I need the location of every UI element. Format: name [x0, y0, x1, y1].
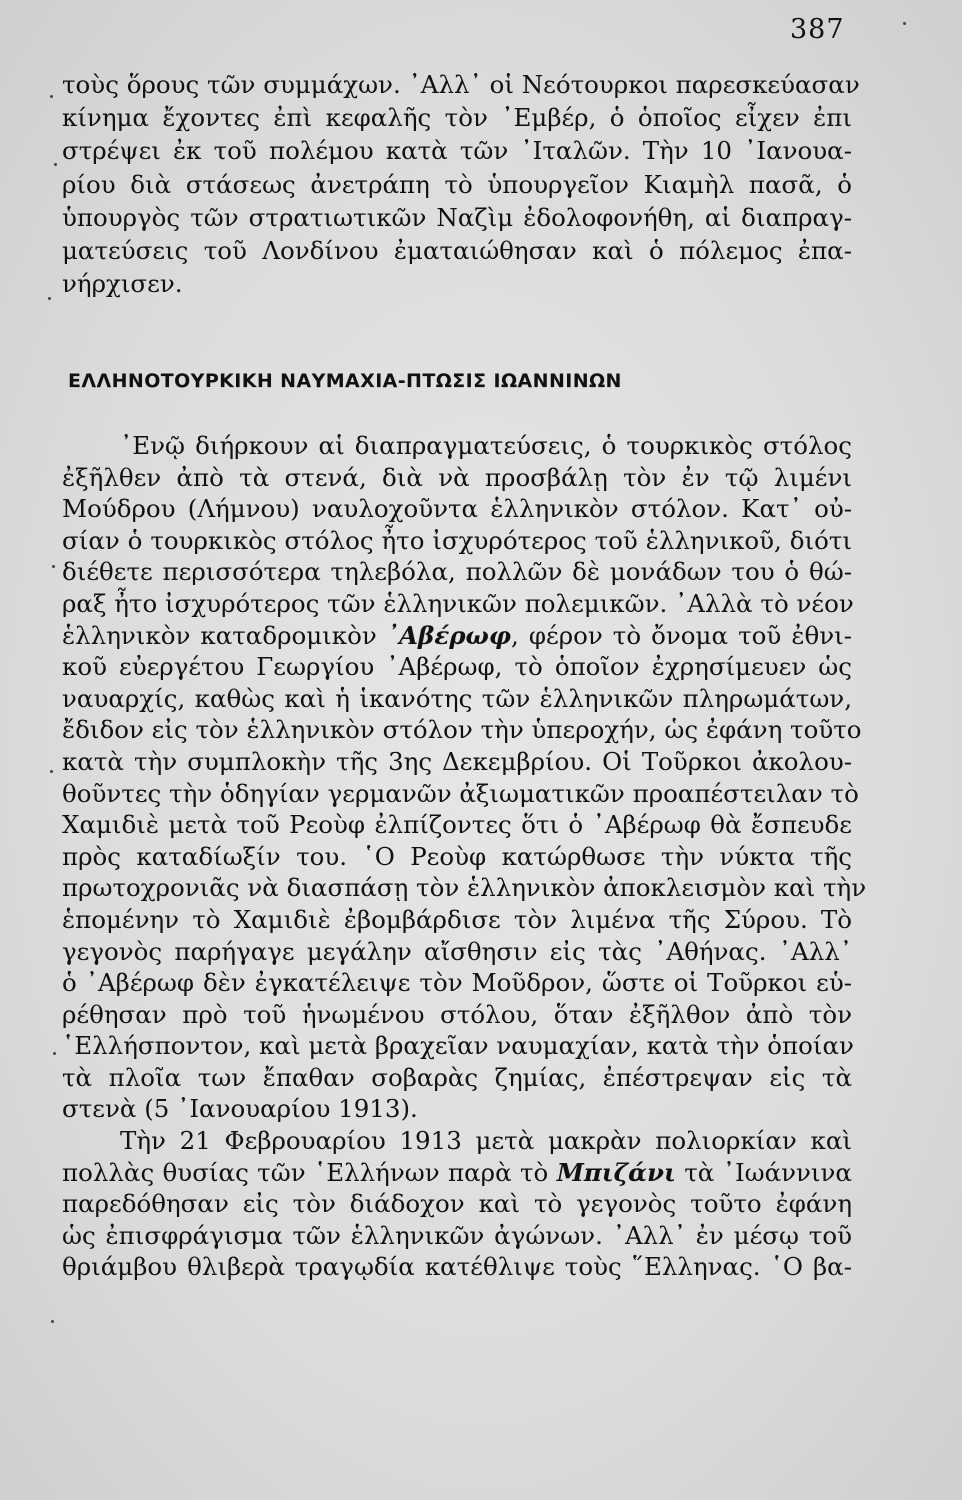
- text-line: [62, 1157, 852, 1189]
- text-line: στενὰ (5 ᾿Ιανουαρίου 1913).: [62, 1094, 418, 1124]
- text-run: , φέρον τὸ ὄνομα τοῦ ἐθνι-: [511, 620, 852, 650]
- section-heading: ΕΛΛΗΝΟΤΟΥΡΚΙΚΗ ΝΑΥΜΑΧΙΑ-ΠΤΩΣΙΣ ΙΩΑΝΝΙΝΩΝ: [68, 370, 622, 392]
- margin-speck: [52, 565, 55, 568]
- text-line: πρὸς καταδίωξίν του. ῾Ο Ρεοὺφ κατώρθωσε τὴν νύκτα τῆς: [62, 841, 852, 871]
- margin-speck: [54, 163, 57, 166]
- text-line: ῾Ελλήσποντον, καὶ μετὰ βραχεῖαν ναυμαχίαν, κατὰ τὴν ὁποίαν: [62, 1031, 854, 1061]
- place-name-emphasis: Μπιζάνι: [556, 1157, 676, 1187]
- text-run: ἑλληνικὸν καταδρομικὸν: [62, 620, 387, 650]
- text-line: πρωτοχρονιᾶς νὰ διασπάσῃ τὸν ἑλληνικὸν ἀποκλεισμὸν καὶ τὴν: [62, 873, 867, 903]
- paragraph-2: [62, 430, 867, 1283]
- text-line: κοῦ εὐεργέτου Γεωργίου ᾿Αβέρωφ, τὸ ὁποῖον ἐχρησίμευεν ὡς: [62, 652, 852, 682]
- text-run: τὰ ᾿Ιωάννινα: [675, 1157, 852, 1187]
- text-line: τοὺς ὅρους τῶν συμμάχων. ᾿Αλλ᾿ οἱ Νεότουρκοι παρεσκεύασαν: [62, 70, 860, 99]
- text-line: γεγονὸς παρήγαγε μεγάλην αἴσθησιν εἰς τὰς ᾿Αθήνας. ᾿Αλλ᾿: [62, 936, 852, 966]
- text-line: ὁ ᾿Αβέρωφ δὲν ἐγκατέλειψε τὸν Μοῦδρον, ὥστε οἱ Τοῦρκοι εὑ-: [62, 968, 852, 998]
- text-line: κατὰ τὴν συμπλοκὴν τῆς 3ης Δεκεμβρίου. Οἱ Τοῦρκοι ἀκολου-: [62, 746, 852, 776]
- margin-speck: [48, 297, 51, 300]
- text-line: νήρχισεν.: [62, 269, 183, 299]
- paragraph-1: [62, 68, 860, 300]
- text-line: κίνημα ἔχοντες ἐπὶ κεφαλῆς τὸν ᾿Εμβέρ, ὁ ὁποῖος εἶχεν ἐπι: [62, 103, 852, 133]
- text-line: ματεύσεις τοῦ Λονδίνου ἐματαιώθησαν καὶ ὁ πόλεμος ἐπα-: [62, 236, 852, 266]
- text-line: ρίου διὰ στάσεως ἀνετράπη τὸ ὑπουργεῖον Κιαμὴλ πασᾶ, ὁ: [62, 169, 852, 199]
- text-line: θοῦντες τὴν ὁδηγίαν γερμανῶν ἀξιωματικῶν προαπέστειλαν τὸ: [62, 778, 859, 808]
- text-line: ναυαρχίς, καθὼς καὶ ἡ ἱκανότης τῶν ἑλληνικῶν πληρωμάτων,: [62, 683, 852, 713]
- page-number: 387: [790, 14, 845, 45]
- text-line: ὡς ἐπισφράγισμα τῶν ἑλληνικῶν ἀγώνων. ᾿Αλλ᾿ ἐν μέσῳ τοῦ: [62, 1220, 852, 1250]
- text-line: διέθετε περισσότερα τηλεβόλα, πολλῶν δὲ μονάδων του ὁ θώ-: [62, 557, 852, 587]
- margin-speck: [53, 1052, 56, 1055]
- text-line: ὑπουργὸς τῶν στρατιωτικῶν Ναζὶμ ἐδολοφονήθη, αἱ διαπραγ-: [62, 202, 852, 232]
- text-line: ἔδιδον εἰς τὸν ἑλληνικὸν στόλον τὴν ὑπεροχήν, ὡς ἐφάνη τοῦτο: [62, 715, 862, 745]
- text-line: Χαμιδιὲ μετὰ τοῦ Ρεοὺφ ἐλπίζοντες ὅτι ὁ ᾿Αβέρωφ θὰ ἔσπευδε: [62, 810, 852, 840]
- text-line: ραξ ἦτο ἰσχυρότερος τῶν ἑλληνικῶν πολεμικῶν. ᾿Αλλὰ τὸ νέον: [62, 588, 854, 618]
- text-line: ἑπομένην τὸ Χαμιδιὲ ἐβομβάρδισε τὸν λιμένα τῆς Σύρου. Τὸ: [62, 904, 852, 934]
- ship-name-emphasis: ᾿Αβέρωφ: [386, 620, 512, 650]
- text-line: ρέθησαν πρὸ τοῦ ἡνωμένου στόλου, ὅταν ἐξῆλθον ἀπὸ τὸν: [62, 999, 852, 1029]
- text-line: ᾿Ενῷ διήρκουν αἱ διαπραγματεύσεις, ὁ τουρκικὸς στόλος: [120, 431, 852, 460]
- text-line: ἐξῆλθεν ἀπὸ τὰ στενά, διὰ νὰ προσβάλῃ τὸν ἐν τῷ λιμένι: [62, 462, 852, 492]
- text-line: παρεδόθησαν εἰς τὸν διάδοχον καὶ τὸ γεγονὸς τοῦτο ἐφάνη: [62, 1189, 852, 1219]
- margin-speck: [50, 95, 53, 98]
- margin-speck: [51, 1320, 54, 1323]
- text-line: Μούδρου (Λήμνου) ναυλοχοῦντα ἑλληνικὸν στόλον. Κατ᾿ οὐ-: [62, 494, 852, 524]
- text-line: σίαν ὁ τουρκικὸς στόλος ἦτο ἰσχυρότερος τοῦ ἑλληνικοῦ, διότι: [62, 525, 852, 555]
- text-line: Τὴν 21 Φεβρουαρίου 1913 μετὰ μακρὰν πολιορκίαν καὶ: [120, 1126, 852, 1156]
- text-line: τὰ πλοῖα των ἔπαθαν σοβαρὰς ζημίας, ἐπέστρεψαν εἰς τὰ: [62, 1062, 852, 1092]
- text-line: στρέψει ἐκ τοῦ πολέμου κατὰ τῶν ᾿Ιταλῶν. Τὴν 10 ᾿Ιανουα-: [62, 136, 852, 166]
- text-line: [62, 620, 852, 652]
- text-run: πολλὰς θυσίας τῶν ῾Ελλήνων παρὰ τὸ: [62, 1157, 557, 1187]
- text-line: θριάμβου θλιβερὰ τραγῳδία κατέθλιψε τοὺς ῞Ελληνας. ῾Ο βα-: [62, 1252, 852, 1282]
- margin-speck: [50, 770, 53, 773]
- margin-speck: [903, 22, 906, 25]
